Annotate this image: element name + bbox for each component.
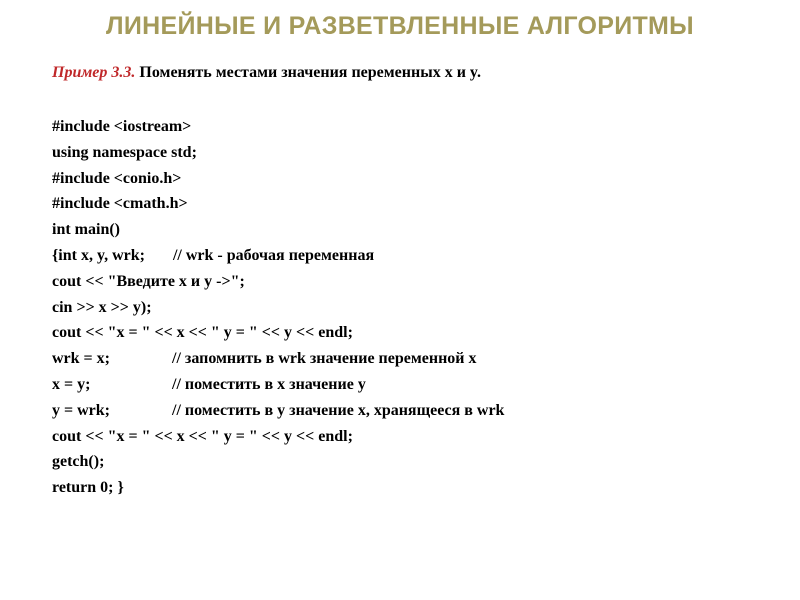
code-text: return 0; } [52,479,124,497]
example-heading [52,60,772,86]
code-text: cout << "Введите x и y ->"; [52,272,245,290]
code-line [52,372,772,398]
code-comment: // поместить в y значение x, хранящееся в wrk [172,401,505,419]
code-block [52,114,772,501]
code-line [52,424,772,450]
code-text: #include <iostream> [52,118,192,135]
slide-content [52,60,772,501]
code-text: x = y; [52,375,91,393]
code-line [52,475,772,501]
code-line [52,320,772,346]
slide-title: ЛИНЕЙНЫЕ И РАЗВЕТВЛЕННЫЕ АЛГОРИТМЫ [106,12,694,40]
code-line [52,243,772,269]
example-label: Пример 3.3. [52,64,136,81]
code-comment: // поместить в x значение y [172,375,366,393]
code-text: using namespace std; [52,143,197,161]
code-text: #include <cmath.h> [52,195,188,213]
code-comment: // запомнить в wrk значение переменной x [172,350,477,368]
code-line [52,166,772,192]
code-line [52,398,772,424]
code-line [52,269,772,295]
example-task-text: Поменять местами значения переменных x и y. [135,64,482,81]
code-text: {int x, y, wrk; [52,246,145,264]
code-text: cout << "x = " << x << " y = " << y << endl; [52,427,353,445]
code-text: y = wrk; [52,401,110,419]
code-line [52,346,772,372]
code-comment: // wrk - рабочая переменная [172,246,375,264]
code-text: #include <conio.h> [52,169,182,187]
code-line [52,140,772,166]
code-text: getch(); [52,453,105,471]
code-text: cout << "x = " << x << " y = " << y << endl; [52,324,353,342]
code-text: wrk = x; [52,350,110,368]
code-text: cin >> x >> y); [52,298,152,316]
code-line [52,217,772,243]
code-line [52,114,772,140]
code-text: int main() [52,221,120,239]
code-line [52,449,772,475]
code-line [52,295,772,321]
code-line [52,191,772,217]
